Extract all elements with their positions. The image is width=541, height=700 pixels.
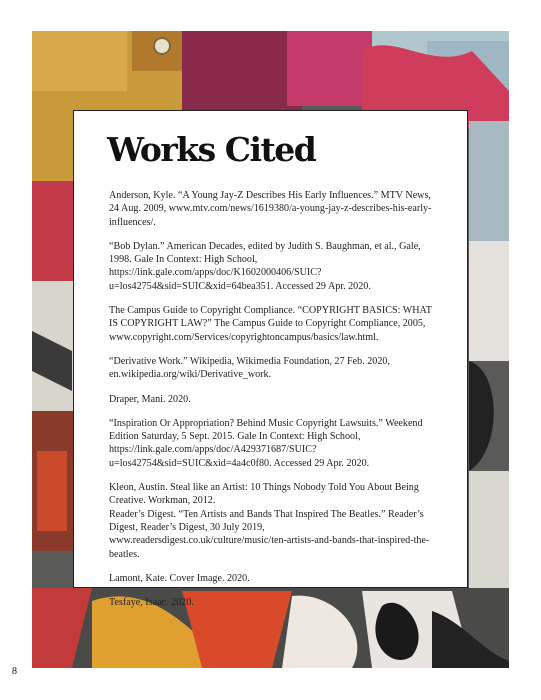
citation-entry: Kleon, Austin. Steal like an Artist: 10 Things Nobody Told You About Being Creative. Workman, 2012. xyxy=(109,482,419,507)
works-cited-panel xyxy=(73,110,468,609)
citation-entry: Reader’s Digest. “Ten Artists and Bands That Inspired The Beatles.” Reader’s Digest, Reader’s Digest, 30 July 2019, www.readersdigest.co.uk/culture/music/ten-artists-and-bands-that-inspired-the-beatles. xyxy=(109,508,430,560)
citation-entry: “Derivative Work.” Wikipedia, Wikimedia Foundation, 27 Feb. 2020, en.wikipedia.org/wiki/Derivative_work. xyxy=(109,355,390,381)
citation-entry: The Campus Guide to Copyright Compliance. “COPYRIGHT BASICS: WHAT IS COPYRIGHT LAW?” The Campus Guide to Copyright Compliance, 2005, www.copyright.com/Services/copyrightoncampus/basics/law.html. xyxy=(109,305,432,343)
page-number: 8 xyxy=(12,666,17,677)
citation-entry: “Inspiration Or Appropriation? Behind Music Copyright Lawsuits.” Weekend Edition Saturday, 5 Sept. 2015. Gale In Context: High School, https://link.gale.com/apps/doc/A429371687/SUIC?u=los42754&sid=SUIC&xid=4a4c0f80. Accessed 29 Apr. 2020. xyxy=(109,417,423,469)
citation-entry: Lamont, Kate. Cover Image. 2020. xyxy=(109,572,250,584)
citation-list xyxy=(109,189,439,620)
citation-entry: “Bob Dylan.” American Decades, edited by Judith S. Baughman, et al., Gale, 1998. Gale In Context: High School, https://link.gale.com/apps/doc/K1602000406/SUIC?u=los42754&sid=SUIC&xid=64bea351. Accessed 29 Apr. 2020. xyxy=(109,240,421,292)
citation-entry: Tesfaye, Isaac. 2020. xyxy=(109,597,194,609)
citation-entry: Anderson, Kyle. “A Young Jay-Z Describes His Early Influences.” MTV News, 24 Aug. 2009, www.mtv.com/news/1619380/a-young-jay-z-describes-his-early-influences/. xyxy=(109,190,432,228)
citation-entry: Draper, Mani. 2020. xyxy=(109,393,191,405)
page-title: Works Cited xyxy=(107,130,316,169)
